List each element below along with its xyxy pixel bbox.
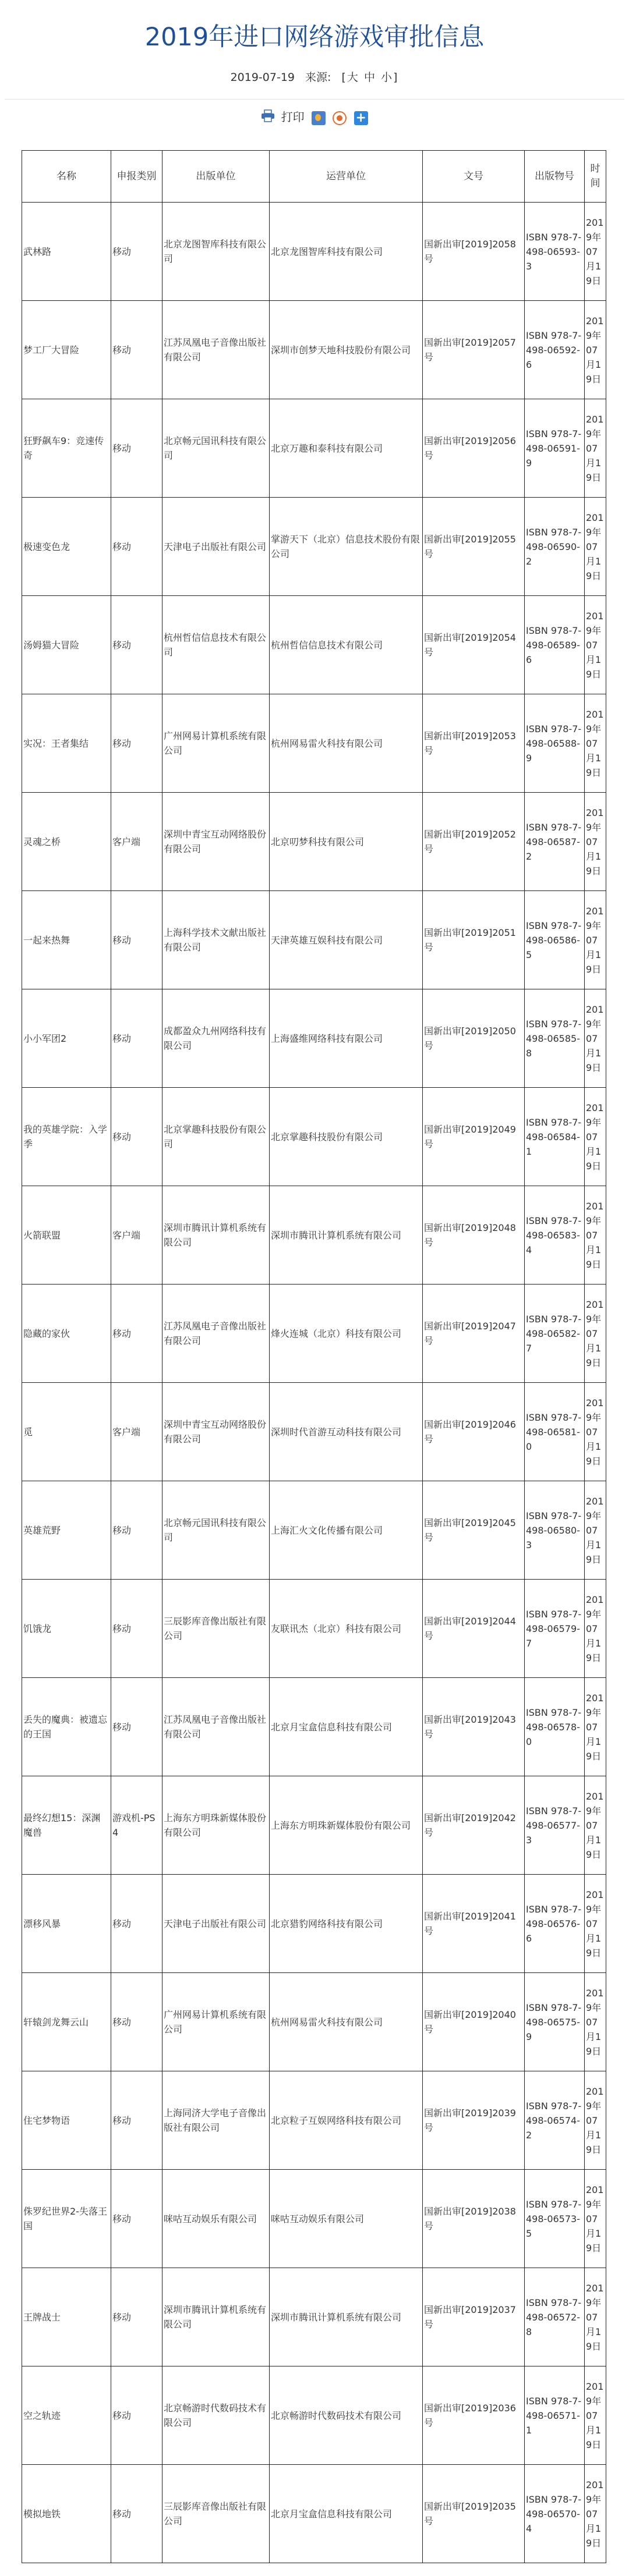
cell-name: 极速变色龙 bbox=[22, 498, 111, 596]
cell-operator: 北京万趣和泰科技有限公司 bbox=[270, 399, 423, 498]
cell-category: 移动 bbox=[111, 596, 162, 694]
cell-approval-no: 国新出审[2019]2038号 bbox=[423, 2170, 525, 2268]
cell-date: 2019年07月19日 bbox=[585, 301, 606, 399]
table-row bbox=[22, 2366, 606, 2465]
cell-approval-no: 国新出审[2019]2056号 bbox=[423, 399, 525, 498]
table-row bbox=[22, 301, 606, 399]
table-row bbox=[22, 1481, 606, 1580]
cell-name: 模拟地铁 bbox=[22, 2465, 111, 2563]
print-link[interactable]: 打印 bbox=[281, 110, 305, 124]
cell-date: 2019年07月19日 bbox=[585, 203, 606, 301]
cell-publisher: 三辰影库音像出版社有限公司 bbox=[162, 2465, 270, 2563]
font-size-switcher[interactable]: [大 中 小] bbox=[341, 71, 399, 84]
cell-operator: 杭州网易雷火科技有限公司 bbox=[270, 1973, 423, 2071]
cell-operator: 北京掌趣科技股份有限公司 bbox=[270, 1088, 423, 1186]
cell-approval-no: 国新出审[2019]2036号 bbox=[423, 2366, 525, 2465]
cell-date: 2019年07月19日 bbox=[585, 2170, 606, 2268]
cell-name: 英雄荒野 bbox=[22, 1481, 111, 1580]
cell-category: 游戏机-PS4 bbox=[111, 1776, 162, 1875]
cell-name: 空之轨迹 bbox=[22, 2366, 111, 2465]
table-row bbox=[22, 2170, 606, 2268]
cell-date: 2019年07月19日 bbox=[585, 1481, 606, 1580]
cell-operator: 北京月宝盒信息科技有限公司 bbox=[270, 2465, 423, 2563]
cell-publisher: 深圳市腾讯计算机系统有限公司 bbox=[162, 2268, 270, 2366]
cell-category: 移动 bbox=[111, 891, 162, 989]
cell-date: 2019年07月19日 bbox=[585, 399, 606, 498]
publish-date: 2019-07-19 bbox=[230, 71, 295, 84]
cell-isbn: ISBN 978-7-498-06588-9 bbox=[525, 694, 585, 793]
cell-date: 2019年07月19日 bbox=[585, 2071, 606, 2170]
cell-approval-no: 国新出审[2019]2040号 bbox=[423, 1973, 525, 2071]
cell-approval-no: 国新出审[2019]2057号 bbox=[423, 301, 525, 399]
cell-category: 移动 bbox=[111, 301, 162, 399]
cell-isbn: ISBN 978-7-498-06572-8 bbox=[525, 2268, 585, 2366]
share-qzone-icon[interactable] bbox=[312, 111, 326, 125]
cell-approval-no: 国新出审[2019]2055号 bbox=[423, 498, 525, 596]
cell-category: 移动 bbox=[111, 2366, 162, 2465]
cell-isbn: ISBN 978-7-498-06575-9 bbox=[525, 1973, 585, 2071]
cell-approval-no: 国新出审[2019]2041号 bbox=[423, 1875, 525, 1973]
cell-isbn: ISBN 978-7-498-06582-7 bbox=[525, 1285, 585, 1383]
cell-category: 移动 bbox=[111, 203, 162, 301]
cell-category: 移动 bbox=[111, 1973, 162, 2071]
cell-publisher: 广州网易计算机系统有限公司 bbox=[162, 694, 270, 793]
cell-name: 小小军团2 bbox=[22, 989, 111, 1088]
cell-operator: 深圳时代首游互动科技有限公司 bbox=[270, 1383, 423, 1481]
cell-name: 隐藏的家伙 bbox=[22, 1285, 111, 1383]
cell-category: 移动 bbox=[111, 2170, 162, 2268]
cell-operator: 上海东方明珠新媒体股份有限公司 bbox=[270, 1776, 423, 1875]
cell-name: 漂移风暴 bbox=[22, 1875, 111, 1973]
cell-name: 觅 bbox=[22, 1383, 111, 1481]
cell-approval-no: 国新出审[2019]2052号 bbox=[423, 793, 525, 891]
source-label: 来源: bbox=[305, 71, 331, 84]
cell-date: 2019年07月19日 bbox=[585, 1580, 606, 1678]
cell-isbn: ISBN 978-7-498-06574-2 bbox=[525, 2071, 585, 2170]
cell-name: 饥饿龙 bbox=[22, 1580, 111, 1678]
cell-isbn: ISBN 978-7-498-06590-2 bbox=[525, 498, 585, 596]
cell-publisher: 江苏凤凰电子音像出版社有限公司 bbox=[162, 1678, 270, 1776]
cell-publisher: 上海东方明珠新媒体股份有限公司 bbox=[162, 1776, 270, 1875]
cell-date: 2019年07月19日 bbox=[585, 2268, 606, 2366]
table-row bbox=[22, 1580, 606, 1678]
cell-approval-no: 国新出审[2019]2053号 bbox=[423, 694, 525, 793]
cell-category: 移动 bbox=[111, 498, 162, 596]
cell-isbn: ISBN 978-7-498-06584-1 bbox=[525, 1088, 585, 1186]
cell-approval-no: 国新出审[2019]2039号 bbox=[423, 2071, 525, 2170]
cell-isbn: ISBN 978-7-498-06570-4 bbox=[525, 2465, 585, 2563]
cell-category: 移动 bbox=[111, 2268, 162, 2366]
table-row bbox=[22, 596, 606, 694]
cell-name: 狂野飙车9：竞速传奇 bbox=[22, 399, 111, 498]
cell-date: 2019年07月19日 bbox=[585, 1678, 606, 1776]
page-header bbox=[0, 0, 629, 125]
cell-name: 一起来热舞 bbox=[22, 891, 111, 989]
table-row bbox=[22, 2268, 606, 2366]
cell-operator: 北京猎豹网络科技有限公司 bbox=[270, 1875, 423, 1973]
cell-category: 客户端 bbox=[111, 1186, 162, 1285]
cell-approval-no: 国新出审[2019]2050号 bbox=[423, 989, 525, 1088]
cell-isbn: ISBN 978-7-498-06587-2 bbox=[525, 793, 585, 891]
cell-approval-no: 国新出审[2019]2046号 bbox=[423, 1383, 525, 1481]
cell-operator: 北京叨梦科技有限公司 bbox=[270, 793, 423, 891]
cell-operator: 上海盛维网络科技有限公司 bbox=[270, 989, 423, 1088]
cell-approval-no: 国新出审[2019]2058号 bbox=[423, 203, 525, 301]
cell-date: 2019年07月19日 bbox=[585, 989, 606, 1088]
cell-date: 2019年07月19日 bbox=[585, 2465, 606, 2563]
cell-publisher: 深圳中青宝互动网络股份有限公司 bbox=[162, 793, 270, 891]
cell-date: 2019年07月19日 bbox=[585, 1186, 606, 1285]
table-row bbox=[22, 399, 606, 498]
cell-isbn: ISBN 978-7-498-06576-6 bbox=[525, 1875, 585, 1973]
cell-operator: 北京龙图智库科技有限公司 bbox=[270, 203, 423, 301]
table-row bbox=[22, 1285, 606, 1383]
cell-operator: 上海汇火文化传播有限公司 bbox=[270, 1481, 423, 1580]
cell-publisher: 北京龙图智库科技有限公司 bbox=[162, 203, 270, 301]
cell-approval-no: 国新出审[2019]2049号 bbox=[423, 1088, 525, 1186]
cell-name: 王牌战士 bbox=[22, 2268, 111, 2366]
cell-category: 移动 bbox=[111, 1580, 162, 1678]
table-row bbox=[22, 793, 606, 891]
share-more-icon[interactable]: + bbox=[354, 111, 368, 125]
column-header-isbn: 出版物号 bbox=[525, 151, 585, 203]
cell-publisher: 杭州哲信信息技术有限公司 bbox=[162, 596, 270, 694]
column-header-approval-no: 文号 bbox=[423, 151, 525, 203]
table-row bbox=[22, 1088, 606, 1186]
table-header-row bbox=[22, 151, 606, 203]
cell-name: 梦工厂大冒险 bbox=[22, 301, 111, 399]
table-body bbox=[22, 203, 606, 2563]
cell-publisher: 咪咕互动娱乐有限公司 bbox=[162, 2170, 270, 2268]
cell-category: 移动 bbox=[111, 1088, 162, 1186]
cell-isbn: ISBN 978-7-498-06578-0 bbox=[525, 1678, 585, 1776]
cell-operator: 北京畅游时代数码技术有限公司 bbox=[270, 2366, 423, 2465]
table-row bbox=[22, 1186, 606, 1285]
column-header-publisher: 出版单位 bbox=[162, 151, 270, 203]
column-header-operator: 运营单位 bbox=[270, 151, 423, 203]
cell-publisher: 北京掌趣科技股份有限公司 bbox=[162, 1088, 270, 1186]
cell-category: 移动 bbox=[111, 399, 162, 498]
cell-isbn: ISBN 978-7-498-06592-6 bbox=[525, 301, 585, 399]
cell-approval-no: 国新出审[2019]2047号 bbox=[423, 1285, 525, 1383]
cell-approval-no: 国新出审[2019]2045号 bbox=[423, 1481, 525, 1580]
header-divider bbox=[5, 99, 624, 100]
cell-name: 最终幻想15：深渊魔兽 bbox=[22, 1776, 111, 1875]
cell-publisher: 成都盈众九州网络科技有限公司 bbox=[162, 989, 270, 1088]
printer-icon[interactable] bbox=[261, 109, 275, 127]
table-row bbox=[22, 2071, 606, 2170]
table-row bbox=[22, 1776, 606, 1875]
cell-approval-no: 国新出审[2019]2051号 bbox=[423, 891, 525, 989]
cell-approval-no: 国新出审[2019]2044号 bbox=[423, 1580, 525, 1678]
cell-operator: 深圳市创梦天地科技股份有限公司 bbox=[270, 301, 423, 399]
table-row bbox=[22, 989, 606, 1088]
cell-publisher: 深圳市腾讯计算机系统有限公司 bbox=[162, 1186, 270, 1285]
cell-date: 2019年07月19日 bbox=[585, 793, 606, 891]
cell-isbn: ISBN 978-7-498-06571-1 bbox=[525, 2366, 585, 2465]
cell-category: 移动 bbox=[111, 694, 162, 793]
toolbar bbox=[0, 108, 629, 127]
cell-date: 2019年07月19日 bbox=[585, 1973, 606, 2071]
cell-date: 2019年07月19日 bbox=[585, 891, 606, 989]
cell-category: 移动 bbox=[111, 2465, 162, 2563]
cell-date: 2019年07月19日 bbox=[585, 1088, 606, 1186]
column-header-date: 时间 bbox=[585, 151, 606, 203]
cell-name: 武林路 bbox=[22, 203, 111, 301]
cell-date: 2019年07月19日 bbox=[585, 2366, 606, 2465]
table-row bbox=[22, 891, 606, 989]
table-row bbox=[22, 1973, 606, 2071]
cell-name: 侏罗纪世界2-失落王国 bbox=[22, 2170, 111, 2268]
cell-publisher: 北京畅游时代数码技术有限公司 bbox=[162, 2366, 270, 2465]
table-row bbox=[22, 203, 606, 301]
cell-publisher: 天津电子出版社有限公司 bbox=[162, 1875, 270, 1973]
cell-approval-no: 国新出审[2019]2048号 bbox=[423, 1186, 525, 1285]
column-header-category: 申报类别 bbox=[111, 151, 162, 203]
cell-operator: 杭州网易雷火科技有限公司 bbox=[270, 694, 423, 793]
table-row bbox=[22, 1678, 606, 1776]
cell-isbn: ISBN 978-7-498-06583-4 bbox=[525, 1186, 585, 1285]
cell-date: 2019年07月19日 bbox=[585, 1383, 606, 1481]
cell-date: 2019年07月19日 bbox=[585, 498, 606, 596]
cell-isbn: ISBN 978-7-498-06586-5 bbox=[525, 891, 585, 989]
cell-operator: 烽火连城（北京）科技有限公司 bbox=[270, 1285, 423, 1383]
cell-publisher: 上海科学技术文献出版社有限公司 bbox=[162, 891, 270, 989]
cell-operator: 北京月宝盒信息科技有限公司 bbox=[270, 1678, 423, 1776]
cell-category: 移动 bbox=[111, 2071, 162, 2170]
cell-isbn: ISBN 978-7-498-06577-3 bbox=[525, 1776, 585, 1875]
cell-date: 2019年07月19日 bbox=[585, 1875, 606, 1973]
cell-approval-no: 国新出审[2019]2037号 bbox=[423, 2268, 525, 2366]
cell-isbn: ISBN 978-7-498-06573-5 bbox=[525, 2170, 585, 2268]
cell-name: 实况：王者集结 bbox=[22, 694, 111, 793]
cell-publisher: 广州网易计算机系统有限公司 bbox=[162, 1973, 270, 2071]
cell-operator: 深圳市腾讯计算机系统有限公司 bbox=[270, 1186, 423, 1285]
table-row bbox=[22, 1383, 606, 1481]
cell-operator: 咪咕互动娱乐有限公司 bbox=[270, 2170, 423, 2268]
cell-approval-no: 国新出审[2019]2035号 bbox=[423, 2465, 525, 2563]
cell-isbn: ISBN 978-7-498-06580-3 bbox=[525, 1481, 585, 1580]
cell-operator: 北京粒子互娱网络科技有限公司 bbox=[270, 2071, 423, 2170]
cell-name: 汤姆猫大冒险 bbox=[22, 596, 111, 694]
article-meta bbox=[0, 69, 629, 86]
cell-publisher: 天津电子出版社有限公司 bbox=[162, 498, 270, 596]
cell-operator: 友联讯杰（北京）科技有限公司 bbox=[270, 1580, 423, 1678]
cell-name: 我的英雄学院：入学季 bbox=[22, 1088, 111, 1186]
page-title: 2019年进口网络游戏审批信息 bbox=[144, 23, 485, 52]
cell-publisher: 北京畅元国讯科技有限公司 bbox=[162, 1481, 270, 1580]
cell-isbn: ISBN 978-7-498-06591-9 bbox=[525, 399, 585, 498]
cell-approval-no: 国新出审[2019]2042号 bbox=[423, 1776, 525, 1875]
cell-isbn: ISBN 978-7-498-06585-8 bbox=[525, 989, 585, 1088]
cell-publisher: 江苏凤凰电子音像出版社有限公司 bbox=[162, 301, 270, 399]
cell-publisher: 江苏凤凰电子音像出版社有限公司 bbox=[162, 1285, 270, 1383]
cell-category: 移动 bbox=[111, 1875, 162, 1973]
cell-publisher: 三辰影库音像出版社有限公司 bbox=[162, 1580, 270, 1678]
cell-operator: 深圳市腾讯计算机系统有限公司 bbox=[270, 2268, 423, 2366]
cell-isbn: ISBN 978-7-498-06581-0 bbox=[525, 1383, 585, 1481]
cell-date: 2019年07月19日 bbox=[585, 694, 606, 793]
table-row bbox=[22, 2465, 606, 2563]
cell-date: 2019年07月19日 bbox=[585, 596, 606, 694]
cell-operator: 杭州哲信信息技术有限公司 bbox=[270, 596, 423, 694]
cell-date: 2019年07月19日 bbox=[585, 1285, 606, 1383]
cell-isbn: ISBN 978-7-498-06589-6 bbox=[525, 596, 585, 694]
cell-publisher: 北京畅元国讯科技有限公司 bbox=[162, 399, 270, 498]
share-weibo-icon[interactable] bbox=[333, 111, 347, 125]
cell-isbn: ISBN 978-7-498-06579-7 bbox=[525, 1580, 585, 1678]
approval-table bbox=[22, 150, 606, 2563]
cell-category: 客户端 bbox=[111, 793, 162, 891]
cell-name: 住宅梦物语 bbox=[22, 2071, 111, 2170]
cell-isbn: ISBN 978-7-498-06593-3 bbox=[525, 203, 585, 301]
table-row bbox=[22, 498, 606, 596]
cell-approval-no: 国新出审[2019]2043号 bbox=[423, 1678, 525, 1776]
cell-name: 丢失的魔典：被遗忘的王国 bbox=[22, 1678, 111, 1776]
table-row bbox=[22, 1875, 606, 1973]
cell-name: 火箭联盟 bbox=[22, 1186, 111, 1285]
cell-date: 2019年07月19日 bbox=[585, 1776, 606, 1875]
column-header-name: 名称 bbox=[22, 151, 111, 203]
cell-operator: 掌游天下（北京）信息技术股份有限公司 bbox=[270, 498, 423, 596]
cell-category: 移动 bbox=[111, 1678, 162, 1776]
cell-publisher: 上海同济大学电子音像出版社有限公司 bbox=[162, 2071, 270, 2170]
cell-name: 灵魂之桥 bbox=[22, 793, 111, 891]
cell-approval-no: 国新出审[2019]2054号 bbox=[423, 596, 525, 694]
cell-publisher: 深圳中青宝互动网络股份有限公司 bbox=[162, 1383, 270, 1481]
cell-category: 移动 bbox=[111, 1481, 162, 1580]
cell-category: 移动 bbox=[111, 989, 162, 1088]
cell-operator: 天津英雄互娱科技有限公司 bbox=[270, 891, 423, 989]
cell-name: 轩辕剑龙舞云山 bbox=[22, 1973, 111, 2071]
cell-category: 客户端 bbox=[111, 1383, 162, 1481]
cell-category: 移动 bbox=[111, 1285, 162, 1383]
table-row bbox=[22, 694, 606, 793]
